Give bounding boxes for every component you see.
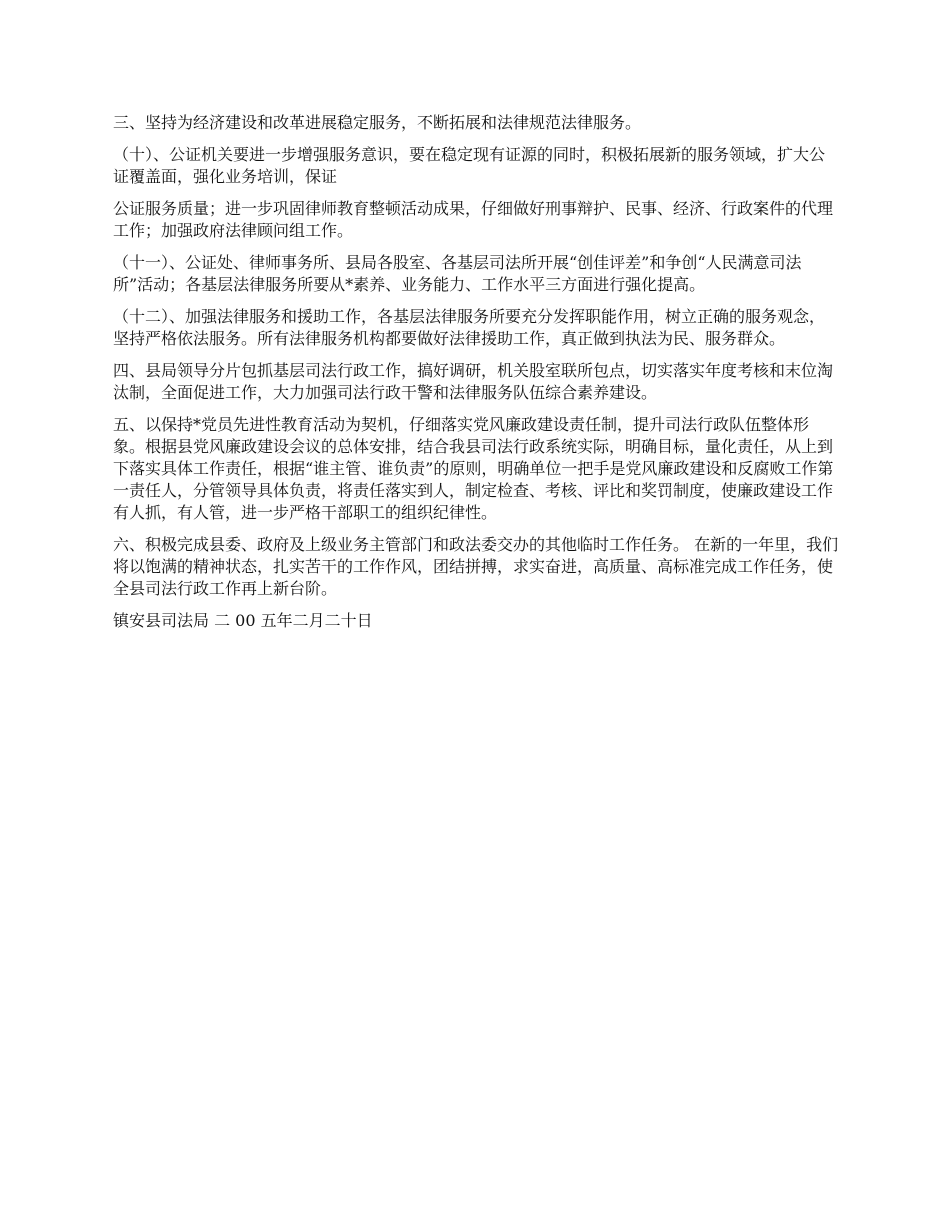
document-body	[113, 112, 839, 642]
paragraph-item-10-continued: 公证服务质量；进一步巩固律师教育整顿活动成果，仔细做好刑事辩护、民事、经济、行政案件的代理工作；加强政府法律顾问组工作。	[113, 199, 834, 240]
paragraph-item-12: （十二）、加强法律服务和援助工作，各基层法律服务所要充分发挥职能作用，树立正确的服务观念，坚持严格依法服务。所有法律服务机构都要做好法律援助工作，真正做到执法为民、服务群众。	[113, 307, 826, 348]
paragraph-section-4: 四、县局领导分片包抓基层司法行政工作，搞好调研，机关股室联所包点，切实落实年度考核和末位淘汰制，全面促进工作，大力加强司法行政干警和法律服务队伍综合素养建设。	[113, 361, 834, 402]
signature-date-line: 镇安县司法局 二 00 五年二月二十日	[113, 611, 373, 630]
paragraph-section-5: 五、以保持*党员先进性教育活动为契机，仔细落实党风廉政建设责任制，提升司法行政队伍整体形象。根据县党风廉政建设会议的总体安排，结合我县司法行政系统实际，明确目标，量化责任，从上到下落实具体工作责任，根据“谁主管、谁负责”的原则，明确单位一把手是党风廉政建设和反腐败工作第一责任人，分管领导具体负责，将责任落实到人，制定检查、考核、评比和奖罚制度，使廉政建设工作有人抓，有人管，进一步严格干部职工的组织纪律性。	[113, 415, 834, 522]
paragraph-item-11: （十一）、公证处、律师事务所、县局各股室、各基层司法所开展“创佳评差”和争创“人民满意司法所”活动；各基层法律服务所要从*素养、业务能力、工作水平三方面进行强化提高。	[113, 253, 802, 294]
paragraph-section-3: 三、坚持为经济建设和改革进展稳定服务，不断拓展和法律规范法律服务。	[113, 113, 642, 132]
paragraph-section-6: 六、积极完成县委、政府及上级业务主管部门和政法委交办的其他临时工作任务。 在新的一年里，我们将以饱满的精神状态，扎实苦干的工作作风，团结拼搏，求实奋进，高质量、高标准完成工作任务，使全县司法行政工作再上新台阶。	[113, 535, 839, 598]
paragraph-item-10: （十）、公证机关要进一步增强服务意识，要在稳定现有证源的同时，积极拓展新的服务领域，扩大公证覆盖面，强化业务培训，保证	[113, 145, 826, 186]
